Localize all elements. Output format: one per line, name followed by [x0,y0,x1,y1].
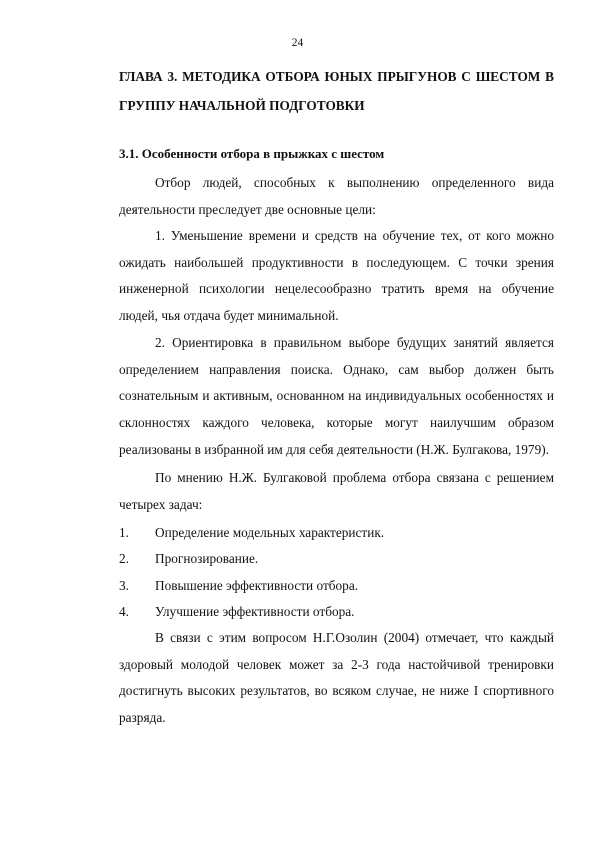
list-item [119,604,554,620]
list-number: 2. [119,551,129,566]
paragraph-tasks-intro: По мнению Н.Ж. Булгаковой проблема отбора связана с решением четырех задач: [119,470,554,512]
paragraph-goal-1: 1. Уменьшение времени и средств на обучение тех, от кого можно ожидать наибольшей продуктивности в последующем. С точки зрения инженерной психологии нецелесообразно тратить время на обучение людей, чья отдача будет минимальной. [119,228,554,324]
list-text: Повышение эффективности отбора. [155,578,359,593]
list-item [119,551,554,567]
paragraph-ozolin: В связи с этим вопросом Н.Г.Озолин (2004) отмечает, что каждый здоровый молодой человек может за 2-3 года настойчивой тренировки достигнуть высоких результатов, во всяком случае, не ниже I спортивного разряда. [119,630,554,726]
page-number: 24 [291,37,304,49]
list-text: Улучшение эффективности отбора. [155,604,355,619]
paragraph-goal-2: 2. Ориентировка в правильном выборе будущих занятий является определением направления поиска. Однако, сам выбор должен быть сознательным и активным, основанном на индивидуальных особенностях и склонностях каждого человека, которые могут наилучшим образом реализованы в избранной им для себя деятельности (Н.Ж. Булгакова, 1979). [119,335,554,457]
section-title: 3.1. Особенности отбора в прыжках с шестом [119,146,385,161]
list-item [119,578,554,594]
list-number: 4. [119,604,129,619]
list-item [119,525,554,541]
list-number: 1. [119,525,129,540]
paragraph-intro: Отбор людей, способных к выполнению определенного вида деятельности преследует две основные цели: [119,175,554,217]
chapter-title: ГЛАВА 3. МЕТОДИКА ОТБОРА ЮНЫХ ПРЫГУНОВ С ШЕСТОМ В ГРУППУ НАЧАЛЬНОЙ ПОДГОТОВКИ [119,69,554,113]
list-text: Определение модельных характеристик. [155,525,385,540]
list-text: Прогнозирование. [155,551,259,566]
list-number: 3. [119,578,129,593]
